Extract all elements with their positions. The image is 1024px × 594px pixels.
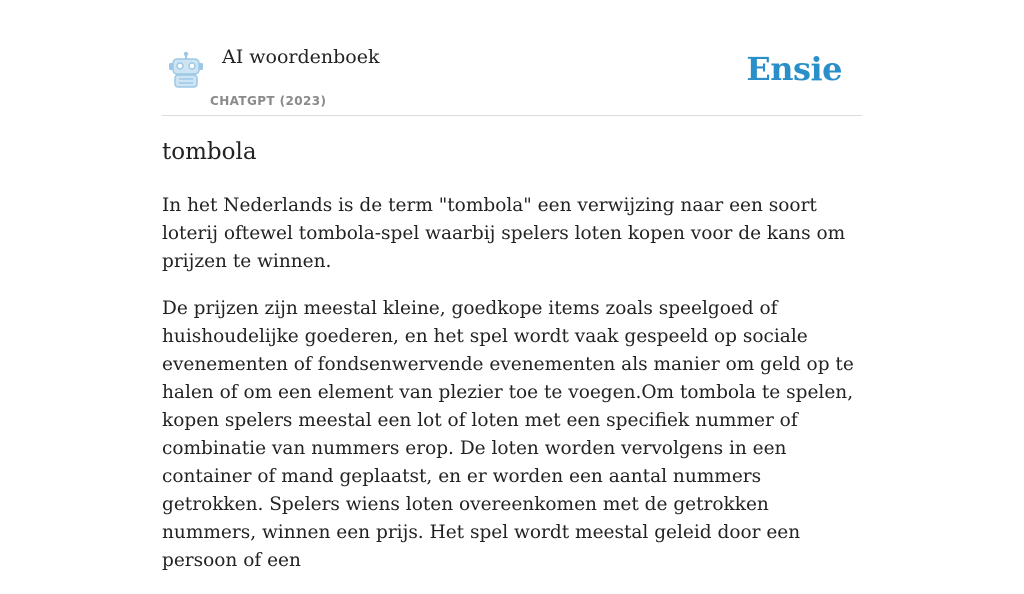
definition-paragraph: In het Nederlands is de term "tombola" een verwijzing naar een soort loterij oftewel tombola-spel waarbij spelers loten kopen voor de kans om prijzen te winnen. xyxy=(162,195,846,272)
entry-header xyxy=(162,0,862,116)
entry-definition xyxy=(162,192,862,594)
source-title: AI woordenboek xyxy=(222,46,380,68)
definition-paragraph: De prijzen zijn meestal kleine, goedkope items zoals speelgoed of huishoudelijke goederen, en het spel wordt vaak gespeeld op sociale evenementen of fondsenwervende evenementen als manier om geld op te halen of om een element van plezier toe te voegen.Om tombola te spelen, kopen spelers meestal een lot of loten met een specifiek nummer of combinatie van nummers erop. De loten worden vervolgens in een container of mand geplaatst, en er worden een aantal nummers getrokken. Spelers wiens loten overeenkomen met de getrokken nummers, winnen een prijs. Het spel wordt meestal geleid door een persoon of een xyxy=(162,298,854,571)
ensie-logo[interactable]: Ensie xyxy=(746,50,842,88)
entry-word: tombola xyxy=(162,139,257,165)
source-subtitle: CHATGPT (2023) xyxy=(210,94,327,108)
robot-icon xyxy=(166,50,206,90)
entry-card xyxy=(162,0,862,571)
